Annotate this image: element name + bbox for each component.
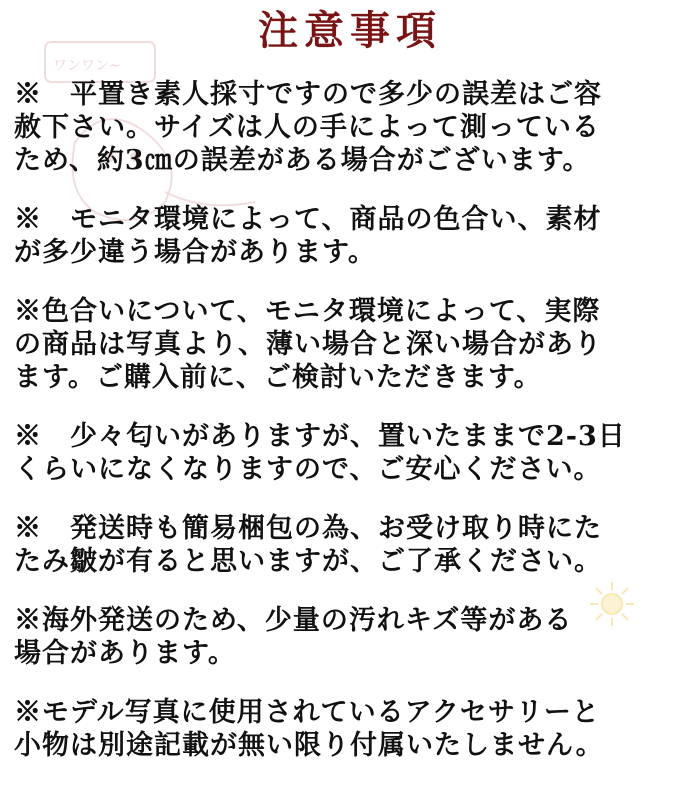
- notice-color-shade: [14, 295, 690, 394]
- notice-line: ます。ご購入前に、ご検討いただきます。: [14, 362, 542, 393]
- notice-line: ※海外発送のため、少量の汚れキズ等がある: [14, 605, 573, 636]
- notice-packaging: [14, 512, 690, 578]
- notice-line: ※色合いについて、モニタ環境によって、実際: [14, 296, 601, 327]
- notice-odor: [14, 420, 690, 486]
- notice-line: ため、約3㎝の誤差がある場合がございます。: [14, 145, 591, 176]
- notice-line: ※ モニタ環境によって、商品の色合い、素材: [14, 204, 602, 235]
- notice-line: たみ皺が有ると思いますが、ご了承ください。: [14, 546, 602, 577]
- notice-line: くらいになくなりますので、ご安心ください。: [14, 454, 602, 485]
- page-title: 注意事項: [258, 7, 442, 54]
- notice-line: ※ 少々匂いがありますが、置いたままで2-3日: [14, 421, 626, 452]
- notice-line: ※モデル写真に使用されているアクセサリーと: [14, 697, 600, 728]
- notice-accessories: [14, 696, 690, 762]
- notice-monitor-color: [14, 203, 690, 269]
- notice-line: 小物は別途記載が無い限り付属いたしません。: [14, 730, 604, 761]
- notice-line: が多少違う場合があります。: [14, 237, 376, 268]
- notice-line: ※ 発送時も簡易梱包の為、お受け取り時にた: [14, 513, 602, 544]
- notice-line: の商品は写真より、薄い場合と深い場合があり: [14, 329, 602, 360]
- notice-list: [14, 78, 690, 788]
- notice-line: 場合があります。: [14, 638, 236, 669]
- watermark-label: ワンワン~: [53, 58, 121, 74]
- notice-line: 赦下さい。サイズは人の手によって測っている: [14, 112, 600, 143]
- notice-measurement: [14, 78, 690, 177]
- notice-overseas: [14, 604, 690, 670]
- notice-line: ※ 平置き素人採寸ですので多少の誤差はご容: [14, 79, 602, 110]
